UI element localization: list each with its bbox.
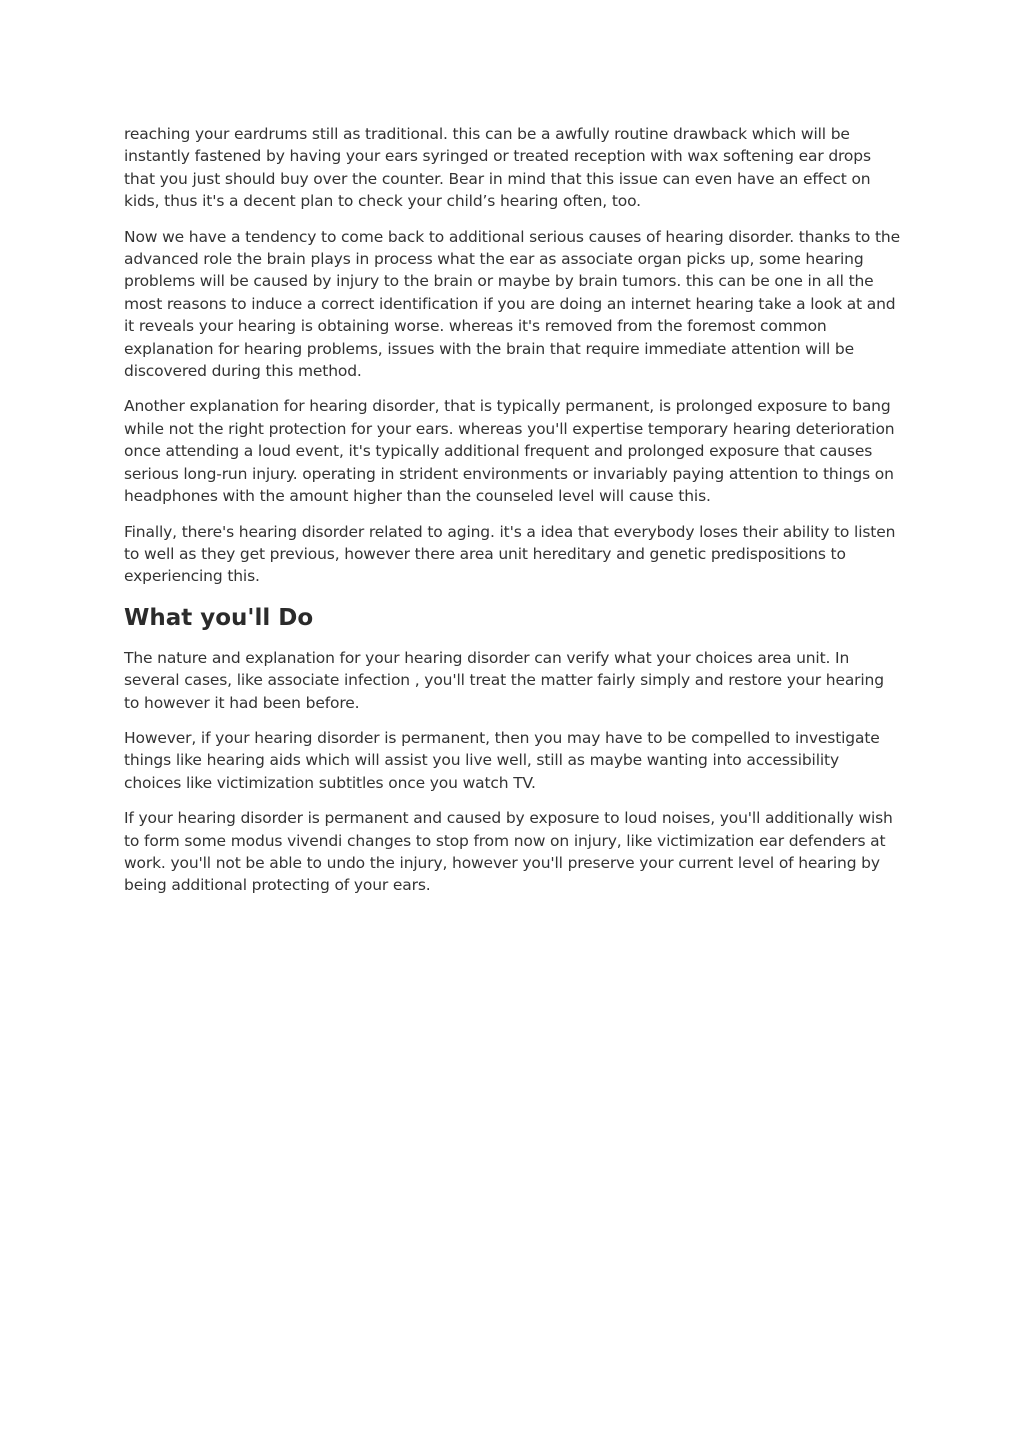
paragraph-earwax: reaching your eardrums still as traditional. this can be a awfully routine drawback which will be instantly fastened by having your ears syringed or treated reception with wax softening ear drops that you just should buy over the counter. Bear in mind that this issue can even have an effect on kids, thus it's a decent plan to check your child’s hearing often, too. bbox=[124, 125, 871, 211]
paragraph-hearing-aids: However, if your hearing disorder is permanent, then you may have to be compelled to investigate things like hearing aids which will assist you live well, still as maybe wanting into accessibility choices like victimization subtitles once you watch TV. bbox=[124, 728, 880, 792]
paragraph-noise-exposure: Another explanation for hearing disorder, that is typically permanent, is prolonged exposure to bang while not the right protection for your ears. whereas you'll expertise temporary hearing deterioration once attending a loud event, it's typically additional frequent and prolonged exposure that causes serious long-run injury. operating in strident environments or invariably paying attention to things on headphones with the amount higher than the counseled level will cause this. bbox=[124, 397, 895, 506]
paragraph-brain-causes: Now we have a tendency to come back to additional serious causes of hearing disorder. thanks to the advanced role the brain plays in process what the ear as associate organ picks up, some hearing problems will be caused by injury to the brain or maybe by brain tumors. this can be one in all the most reasons to induce a correct identification if you are doing an internet hearing take a look at and it reveals your hearing is obtaining worse. whereas it's removed from the foremost common explanation for hearing problems, issues with the brain that require immediate attention will be discovered during this method. bbox=[124, 227, 900, 381]
paragraph-aging: Finally, there's hearing disorder related to aging. it's a idea that everybody loses their ability to listen to well as they get previous, however there area unit hereditary and genetic predispositions to experiencing this. bbox=[124, 522, 896, 586]
paragraph-choices: The nature and explanation for your hearing disorder can verify what your choices area unit. In several cases, like associate infection , you'll treat the matter fairly simply and restore your hearing to however it had been before. bbox=[124, 648, 884, 712]
document-page bbox=[124, 123, 900, 910]
paragraph-prevention: If your hearing disorder is permanent and caused by exposure to loud noises, you'll additionally wish to form some modus vivendi changes to stop from now on injury, like victimization ear defenders at work. you'll not be able to undo the injury, however you'll preserve your current level of hearing by being additional protecting of your ears. bbox=[124, 809, 893, 895]
section-heading: What you'll Do bbox=[124, 604, 314, 631]
